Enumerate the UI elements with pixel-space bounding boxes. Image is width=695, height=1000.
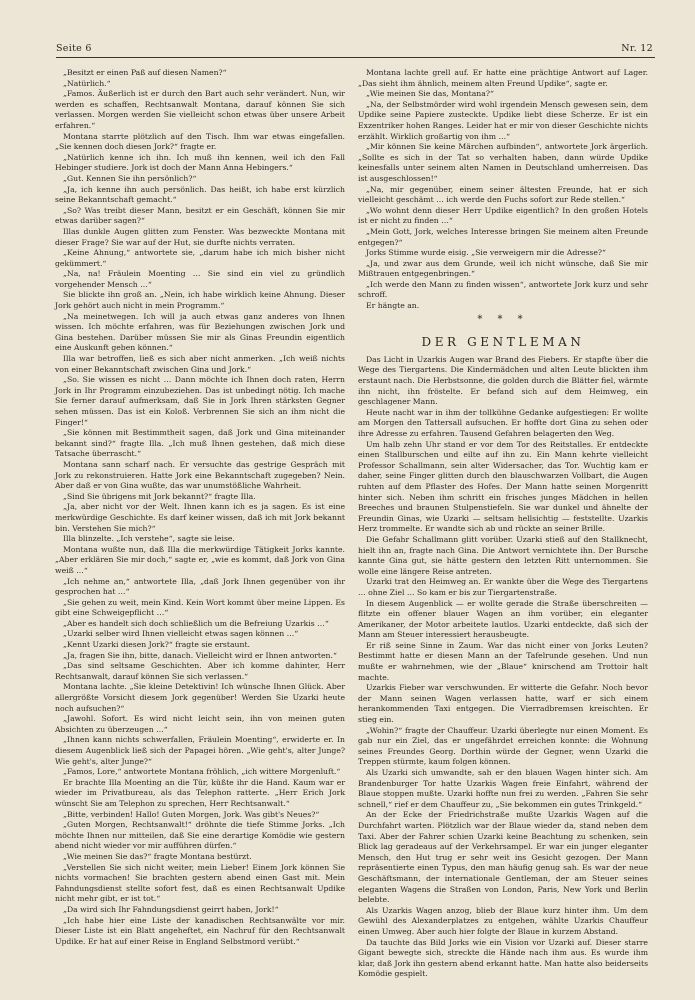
paragraph: Sie blickte ihn groß an. „Nein, ich habe wirklich keine Ahnung. Dieser Jork gehört auch nicht in mein Programm.“ bbox=[55, 290, 345, 311]
paragraph: Die Gefahr Schallmann glitt vorüber. Uzarki stieß auf den Stallknecht, hielt ihn an, fragte nach Gina. Die Antwort vernichtete ihn. Der Bursche kannte Gina gut, sie hätte gestern den letzten Ritt unternommen. Sie wolle eine längere Reise antreten. bbox=[358, 534, 648, 576]
paragraph: „Ihnen kann nichts schwerfallen, Fräulein Moenting“, erwiderte er. In diesem Augenblick ließ sich der Papagei hören. „Wie geht's, alter Junge? Wie geht's, alter Junge?“ bbox=[55, 735, 345, 766]
right-text-column bbox=[358, 68, 649, 979]
paragraph: Illas dunkle Augen glitten zum Fenster. Was bezweckte Montana mit dieser Frage? Sie war auf der Hut, sie durfte nichts verraten. bbox=[55, 226, 345, 247]
paragraph: Er riß seine Sinne in Zaum. War das nicht einer von Jorks Leuten? Bestimmt hatte er diesen Mann an der Tafelrunde gesehen. Und nun mußte er wahrnehmen, wie der „Blaue“ knirschend am Trottoir halt machte. bbox=[358, 640, 648, 682]
paragraph: Als Uzarki sich umwandte, sah er den blauen Wagen hinter sich. Am Brandenburger Tor hatte Uzarkis Wagen freie Einfahrt, während der Blaue stoppen mußte. Uzarki hoffte nun frei zu werden. „Fahren Sie sehr schnell,“ rief er dem Chauffeur zu, „Sie bekommen ein gutes Trinkgeld.“ bbox=[358, 768, 648, 809]
paragraph: „Famos, Lore,“ antwortete Montana fröhlich, „ich wittere Morgenluft.“ bbox=[63, 767, 341, 777]
paragraph: Heute nacht war in ihm der tollkühne Gedanke aufgestiegen: Er wollte am Morgen den Tattersall aufsuchen. Er hoffte dort Gina zu sehen oder ihre Adresse zu erfahren. Tausend Gefahren belagerten den Weg. bbox=[358, 407, 648, 438]
paragraph: „Wohin?“ fragte der Chauffeur. Uzarki überlegte nur einen Moment. Es gab nur ein Ziel, das er ungefährdet erreichen konnte: die Wohnung seines Freundes Georg. Dorthin würde der Gegner, wenn Uzarki die Treppen stürmte, kaum folgen können. bbox=[358, 725, 648, 767]
section-body bbox=[358, 355, 648, 980]
paragraph: Montana wußte nun, daß Illa die merkwürdige Tätigkeit Jorks kannte. „Aber erklären Sie mir doch,“ sagte er, „wie es kommt, daß Jork von Gina weiß …“ bbox=[55, 544, 345, 575]
paragraph: „Guten Morgen, Rechtsanwalt!“ dröhnte die tiefe Stimme Jorks. „Ich möchte Ihnen nur mitteilen, daß Sie eine derartige Komödie wie gestern abend nicht wieder vor mir aufführen dürfen.“ bbox=[55, 820, 345, 851]
paragraph: Illa war betroffen, ließ es sich aber nicht anmerken. „Ich weiß nichts von einer Bekanntschaft zwischen Gina und Jork.“ bbox=[55, 354, 345, 374]
paragraph: Um halb zehn Uhr stand er vor dem Tor des Reitstalles. Er entdeckte einen Stallburschen und eilte auf ihn zu. Ein Mann kehrte vielleicht Professor Schallmann, sein alter Widersacher, das Tor. Wuchtig kam er daher, seine Finger glitten durch den blauschwarzen Vollbart, die Augen ruhten auf dem Pflaster des Hofes. Der Mann hatte seinen Morgenritt hinter sich. Neben ihm schritt ein frisches junges Mädchen in hellen Breeches und braunen Stulpenstiefeln. Sie war dunkel und ähnelte der Freundin Ginas, wie Uzarki — seltsam hellsichtig — feststellte. Uzarkis Herz trommelte. Er wandte sich ab und rückte an seiner Brille. bbox=[358, 439, 648, 534]
paragraph: „Na meinetwegen. Ich will ja auch etwas ganz anderes von Ihnen wissen. Ich möchte erfahren, was für Beziehungen zwischen Jork und Gina bestehen. Darüber müssen Sie mir als Ginas Freundin eigentlich eine Auskunft geben können.“ bbox=[55, 311, 345, 353]
story-continuation bbox=[358, 68, 648, 312]
paragraph: „Sie gehen zu weit, mein Kind. Kein Wort kommt über meine Lippen. Es gibt eine Schweigepflicht …“ bbox=[55, 597, 345, 618]
paragraph: „Wo wohnt denn dieser Herr Updike eigentlich? In den großen Hotels ist er nicht zu finden …“ bbox=[358, 205, 648, 226]
paragraph: „Verstellen Sie sich nicht weiter, mein Lieber! Einem Jork können Sie nichts vormachen! Sie brachten gestern abend einen Gast mit. Mein Fahndungsdienst stellte sofort fest, daß es einen Rechtsanwalt Updike nicht mehr gibt, er ist tot.“ bbox=[55, 862, 345, 904]
paragraph: Montana lachte grell auf. Er hatte eine prächtige Antwort auf Lager. „Das sieht ihm ähnlich, meinem alten Freund Updike“, sagte er. bbox=[358, 68, 648, 88]
paragraph: „So. Sie wissen es nicht … Dann möchte ich Ihnen doch raten, Herrn Jork in Ihr Programm einzubeziehen. Das ist unbedingt nötig. Ich mache Sie ferner darauf aufmerksam, daß Sie in Jork Ihren stärksten Gegner sehen müssen. Das ist ein Koloß. Verbrennen Sie sich an ihm nicht die Finger!“ bbox=[55, 375, 345, 427]
paragraph: „Kennt Uzarki diesen Jork?“ fragte sie erstaunt. bbox=[63, 640, 250, 650]
paragraph: Jorks Stimme wurde eisig. „Sie verweigern mir die Adresse?“ bbox=[366, 248, 606, 258]
paragraph: „Natürlich.“ bbox=[63, 78, 111, 88]
paragraph: „Sind Sie übrigens mit Jork bekannt?“ fragte Illa. bbox=[63, 491, 256, 501]
issue-number: Nr. 12 bbox=[621, 43, 653, 54]
paragraph: In diesem Augenblick — er wollte gerade die Straße überschreiten — flitzte ein offener blauer Wagen an ihm vorüber, ein eleganter Amerikaner, der Motor arbeitete lautlos. Uzarki entdeckte, daß sich der Mann am Steuer interessiert herausbeugte. bbox=[358, 598, 648, 640]
paragraph: „Uzarki selber wird Ihnen vielleicht etwas sagen können …“ bbox=[63, 629, 299, 639]
paragraph: „Aber es handelt sich doch schließlich um die Befreiung Uzarkis …“ bbox=[63, 618, 329, 628]
paragraph: „So? Was treibt dieser Mann, besitzt er ein Geschäft, können Sie mir etwas darüber sagen?“ bbox=[55, 205, 345, 226]
paragraph: „Keine Ahnung,“ antwortete sie, „darum habe ich mich bisher nicht gekümmert.“ bbox=[55, 248, 345, 268]
paragraph: Als Uzarkis Wagen anzog, blieb der Blaue kurz hinter ihm. Um dem Gewühl des Alexanderplatzes zu entgehen, wählte Uzarkis Chauffeur einen Umweg. Aber auch hier folgte der Blaue in kurzem Abstand. bbox=[358, 905, 648, 936]
paragraph: Uzarkis Fieber war verschwunden. Er witterte die Gefahr. Noch bevor der Mann seinen Wagen verlassen hatte, warf er sich einem herankommenden Taxi entgegen. Die Vierradbremsen kreischten. Er stieg ein. bbox=[358, 683, 648, 725]
section-title: DER GENTLEMAN bbox=[421, 335, 585, 350]
paragraph: Das Licht in Uzarkis Augen war Brand des Fiebers. Er stapfte über die Wege des Tiergartens. Die Kindermädchen und alten Leute blickten ihm erstaunt nach. Die Herbstsonne, die golden durch die Blätter fiel, wärmte ihn nicht, ihn fröstelte. Er befand sich auf dem Heimweg, ein geschlagener Mann. bbox=[358, 354, 648, 407]
paragraph: Er brachte Illa Moenting an die Tür, küßte ihr die Hand. Kaum war er wieder im Privatbureau, als das Telephon ratterte. „Herr Erich Jork wünscht Sie am Telephon zu sprechen, Herr Rechtsanwalt.“ bbox=[55, 777, 345, 808]
paragraph: Illa blinzelte. „Ich verstehe“, sagte sie leise. bbox=[63, 534, 235, 544]
paragraph: „Besitzt er einen Paß auf diesen Namen?“ bbox=[63, 68, 227, 77]
paragraph: „Mein Gott, Jork, welches Interesse bringen Sie meinem alten Freunde entgegen?“ bbox=[358, 226, 648, 247]
page-number: Seite 6 bbox=[56, 43, 92, 54]
paragraph: „Na, der Selbstmörder wird wohl irgendein Mensch gewesen sein, dem Updike seine Papiere zusteckte. Updike liebt diese Scherze. Er ist ein Exzentriker hohen Ranges. Leider hat er mir von dieser Geschichte nichts erzählt. Wirklich großartig von ihm …“ bbox=[358, 99, 648, 141]
paragraph: „Na, na! Fräulein Moenting … Sie sind ein viel zu gründlich vorgehender Mensch …“ bbox=[55, 269, 345, 289]
paragraph: Da tauchte das Bild Jorks wie ein Vision vor Uzarki auf. Dieser starre Gigant bewegte sich, streckte die Hände nach ihm aus. Es wurde ihm klar, daß Jork ihn gestern abend erkannt hatte. Man hatte also beiderseits Komödie gespielt. bbox=[358, 937, 649, 979]
paragraph: Montana starrte plötzlich auf den Tisch. Ihm war etwas eingefallen. „Sie kennen doch diesen Jork?“ fragte er. bbox=[55, 131, 345, 152]
paragraph: Er hängte an. bbox=[366, 301, 420, 311]
paragraph: Montana lachte. „Sie kleine Detektivin! Ich wünsche Ihnen Glück. Aber allergrößte Vorsicht diesem Jork gegenüber! Werden Sie Uzarki heute noch aufsuchen?“ bbox=[55, 682, 345, 713]
paragraph: „Sie können mit Bestimmtheit sagen, daß Jork und Gina miteinander bekannt sind?“ fragte Illa. „Ich muß Ihnen gestehen, daß mich diese Tatsache überrascht.“ bbox=[55, 428, 345, 459]
paragraph: Uzarki trat den Heimweg an. Er wankte über die Wege des Tiergartens … ohne Ziel … So kam er bis zur Tiergartenstraße. bbox=[358, 577, 648, 597]
paragraph: „Ja, fragen Sie ihn, bitte, danach. Vielleicht wird er Ihnen antworten.“ bbox=[63, 650, 337, 660]
paragraph: „Famos. Äußerlich ist er durch den Bart auch sehr verändert. Nun, wir werden es schaffen, Rechtsanwalt Montana, darauf können Sie sich verlassen. Morgen werden Sie vielleicht schon etwas über unsere Arbeit erfahren.“ bbox=[55, 89, 345, 130]
paragraph: „Ja, und zwar aus dem Grunde, weil ich nicht wünsche, daß Sie mir Mißtrauen entgegenbringen.“ bbox=[358, 258, 648, 279]
paragraph: „Wie meinen Sie das?“ fragte Montana bestürzt. bbox=[63, 851, 252, 861]
paragraph: An der Ecke der Friedrichstraße mußte Uzarkis Wagen auf die Durchfahrt warten. Plötzlich war der Blaue wieder da, stand neben dem Taxi. Aber der Fahrer schien Uzarki keine Beachtung zu schenken, sein Blick lag geradeaus auf der Verkehrsampel. Er war ein junger eleganter Mensch, den Hut trug er sehr weit ins Gesicht gezogen. Der Mann repräsentierte einen Typus, den man häufig genug sah. Es war der neue Geschäftsmann, der internationale Gentleman, der am Steuer seines eleganten Wagens die Straßen von London, Paris, New York und Berlin belebte. bbox=[358, 810, 648, 905]
paragraph: „Wie meinen Sie das, Montana?“ bbox=[366, 89, 494, 99]
left-text-column bbox=[55, 68, 345, 958]
paragraph: „Gut. Kennen Sie ihn persönlich?“ bbox=[63, 173, 197, 183]
paragraph: „Ich habe hier eine Liste der kanadischen Rechtsanwälte vor mir. Dieser Liste ist ein Blatt angeheftet, ein Nachruf für den Rechtsanwalt Updike. Er hat auf einer Reise in England Selbstmord verübt.“ bbox=[55, 915, 345, 946]
paragraph: „Ja, aber nicht vor der Welt. Ihnen kann ich es ja sagen. Es ist eine merkwürdige Geschichte. Es darf keiner wissen, daß ich mit Jork bekannt bin. Verstehen Sie mich?“ bbox=[55, 502, 345, 533]
paragraph: Montana sann scharf nach. Er versuchte das gestrige Gespräch mit Jork zu rekonstruieren. Hatte Jork eine Bekanntschaft zugegeben? Nein. Aber daß er von Gina wußte, das war unumstößliche Wahrheit. bbox=[55, 459, 345, 491]
paragraph: „Bitte, verbinden! Hallo! Guten Morgen, Jork. Was gibt's Neues?“ bbox=[63, 809, 320, 819]
paragraph: „Ja, ich kenne ihn auch persönlich. Das heißt, ich habe erst kürzlich seine Bekanntschaft gemacht.“ bbox=[55, 184, 345, 205]
paragraph: „Da wird sich Ihr Fahndungsdienst geirrt haben, Jork!“ bbox=[63, 904, 279, 914]
paragraph: „Mir können Sie keine Märchen aufbinden“, antwortete Jork ärgerlich. „Sollte es sich in der Tat so verhalten haben, dann würde Updike keinesfalls unter seinem alten Namen in Deutschland umherreisen. Das ist ausgeschlossen!“ bbox=[358, 142, 648, 183]
paragraph: „Das sind seltsame Geschichten. Aber ich komme dahinter, Herr Rechtsanwalt, darauf können Sie sich verlassen.“ bbox=[55, 661, 345, 681]
paragraph: „Na, mir gegenüber, einem seiner ältesten Freunde, hat er sich vielleicht geschämt … ich werde den Fuchs sofort zur Rede stellen.“ bbox=[358, 184, 648, 205]
paragraph: „Jawohl. Sofort. Es wird nicht leicht sein, ihn von meinen guten Absichten zu überzeugen …“ bbox=[55, 714, 345, 734]
paragraph: „Ich werde den Mann zu finden wissen“, antwortete Jork kurz und sehr schroff. bbox=[358, 279, 648, 300]
section-asterism: * * * bbox=[477, 313, 529, 325]
header-rule bbox=[56, 57, 655, 58]
paragraph: „Ich nehme an,“ antwortete Illa, „daß Jork Ihnen gegenüber von ihr gesprochen hat …“ bbox=[55, 576, 345, 597]
paragraph: „Natürlich kenne ich ihn. Ich muß ihn kennen, weil ich den Fall Hebinger studiere. Jork ist doch der Mann Anna Hebingers.“ bbox=[55, 152, 345, 173]
